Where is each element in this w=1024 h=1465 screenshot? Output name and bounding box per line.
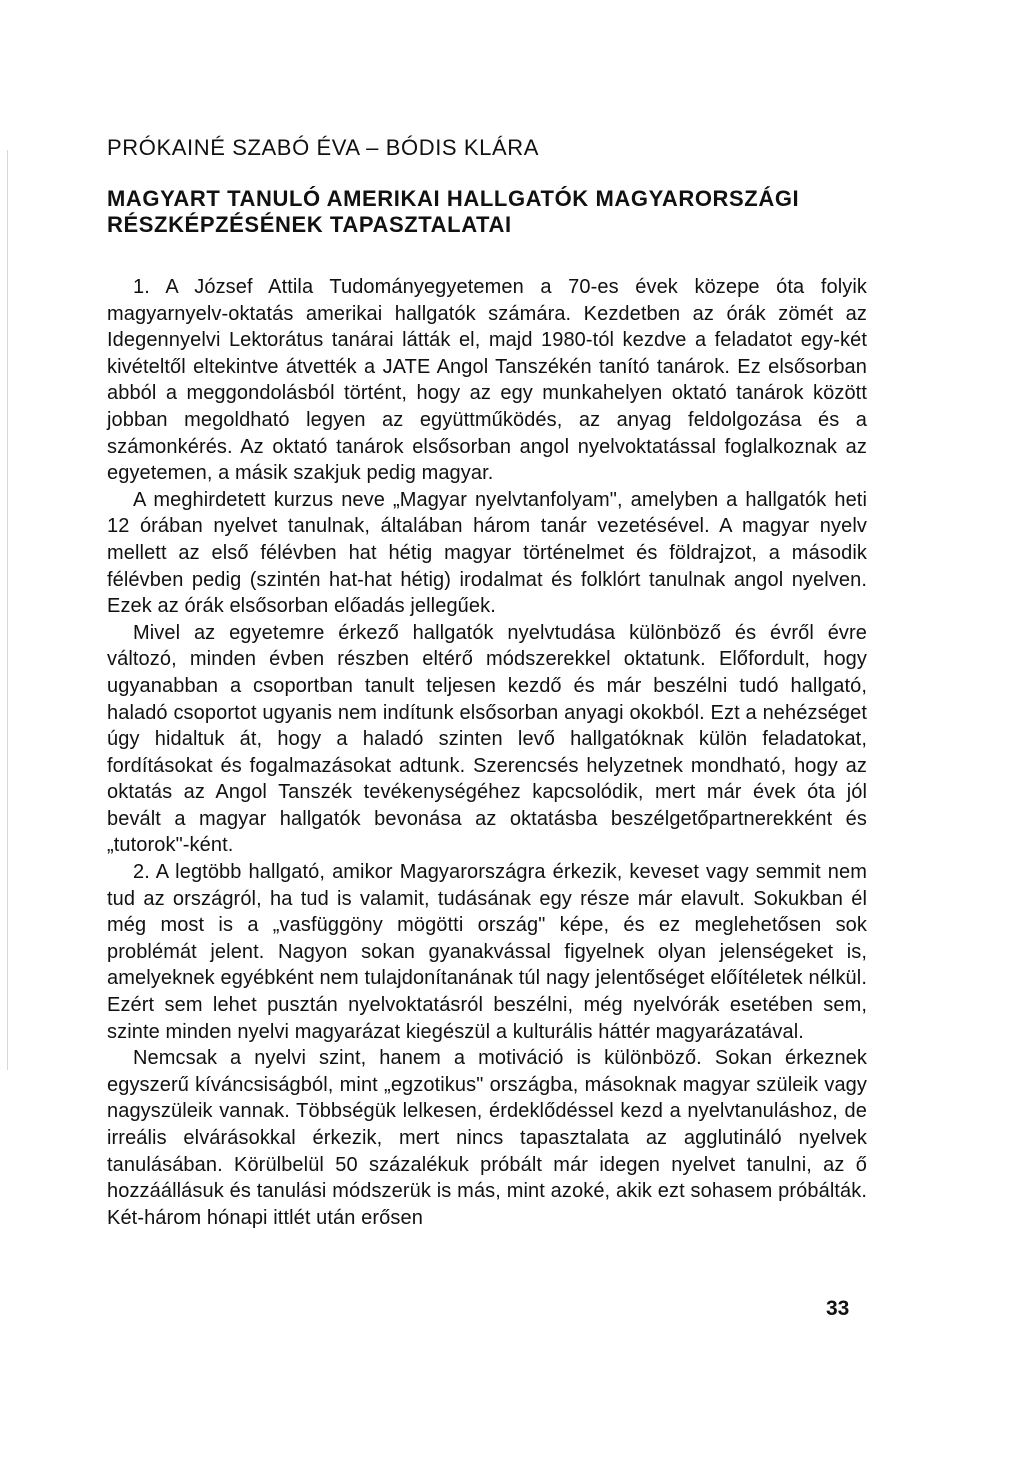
paragraph: A meghirdetett kurzus neve „Magyar nyelvtanfolyam", amelyben a hallgatók heti 12 órában nyelvet tanulnak, általában három tanár vezetésével. A magyar nyelv mellett az első félévben hat hétig magyar történelmet és földrajzot, a második félévben pedig (szintén hat-hat hétig) irodalmat és folklórt tanulnak angol nyelven. Ezek az órák elsősorban előadás jellegűek. [107, 488, 867, 618]
scan-margin-line [7, 150, 8, 1070]
article-body [107, 274, 867, 1231]
paragraph: 2. A legtöbb hallgató, amikor Magyarországra érkezik, keveset vagy semmit nem tud az országról, ha tud is valamit, tudásának egy része már elavult. Sokukban él még most is a „vasfüggöny mögötti ország" képe, és ez meglehetősen sok problémát jelent. Nagyon sokan gyanakvással figyelnek olyan jelenségeket is, amelyeknek egyébként nem tulajdonítanának túl nagy jelentőséget előítéletek nélkül. Ezért sem lehet pusztán nyelvoktatásról beszélni, még nyelvórák esetében sem, szinte minden nyelvi magyarázat kiegészül a kulturális háttér magyarázatával. [107, 861, 867, 1043]
article-title-line-1: MAGYART TANULÓ AMERIKAI HALLGATÓK MAGYARORSZÁGI [107, 186, 800, 211]
paragraph: Nemcsak a nyelvi szint, hanem a motiváció is különböző. Sokan érkeznek egyszerű kíváncsiságból, mint „egzotikus" országba, másoknak magyar szüleik vagy nagyszüleik vannak. Többségük lelkesen, érdeklődéssel kezd a nyelvtanuláshoz, de irreális elvárásokkal érkezik, mert nincs tapasztalata az agglutináló nyelvek tanulásában. Körülbelül 50 százalékuk próbált már idegen nyelvet tanulni, az ő hozzáállásuk és tanulási módszerük is más, mint azoké, akik ezt sohasem próbálták. Két-három hónapi ittlét után erősen [107, 1047, 867, 1229]
article-title [107, 186, 867, 238]
paragraph: 1. A József Attila Tudományegyetemen a 70-es évek közepe óta folyik magyarnyelv-oktatás amerikai hallgatók számára. Kezdetben az órák zömét az Idegennyelvi Lektorátus tanárai látták el, majd 1980-tól kezdve a feladatot egy-két kivételtől eltekintve átvették a JATE Angol Tanszékén tanító tanárok. Ez elsősorban abból a meggondolásból történt, hogy az egy munkahelyen oktató tanárok között jobban megoldható legyen az együttműködés, az anyag feldolgozása és a számonkérés. Az oktató tanárok elsősorban angol nyelvoktatással foglalkoznak az egyetemen, a másik szakjuk pedig magyar. [107, 276, 867, 485]
authors: PRÓKAINÉ SZABÓ ÉVA – BÓDIS KLÁRA [107, 135, 540, 160]
paragraph: Mivel az egyetemre érkező hallgatók nyelvtudása különböző és évről évre változó, minden évben részben eltérő módszerekkel oktatunk. Előfordult, hogy ugyanabban a csoportban tanult teljesen kezdő és már beszélni tudó hallgató, haladó csoportot ugyanis nem indítunk elsősorban anyagi okokból. Ezt a nehézséget úgy hidaltuk át, hogy a haladó szinten levő hallgatóknak külön feladatokat, fordításokat és fogalmazásokat adtunk. Szerencsés helyzetnek mondható, hogy az oktatás az Angol Tanszék tevékenységéhez kapcsolódik, mert már évek óta jól bevált a magyar hallgatók bevonása az oktatásba beszélgetőpartnerekként és „tutorok"-ként. [107, 621, 867, 857]
article-title-line-2: RÉSZKÉPZÉSÉNEK TAPASZTALATAI [107, 212, 512, 237]
page-number: 33 [826, 1297, 850, 1320]
document-page [107, 128, 867, 1231]
